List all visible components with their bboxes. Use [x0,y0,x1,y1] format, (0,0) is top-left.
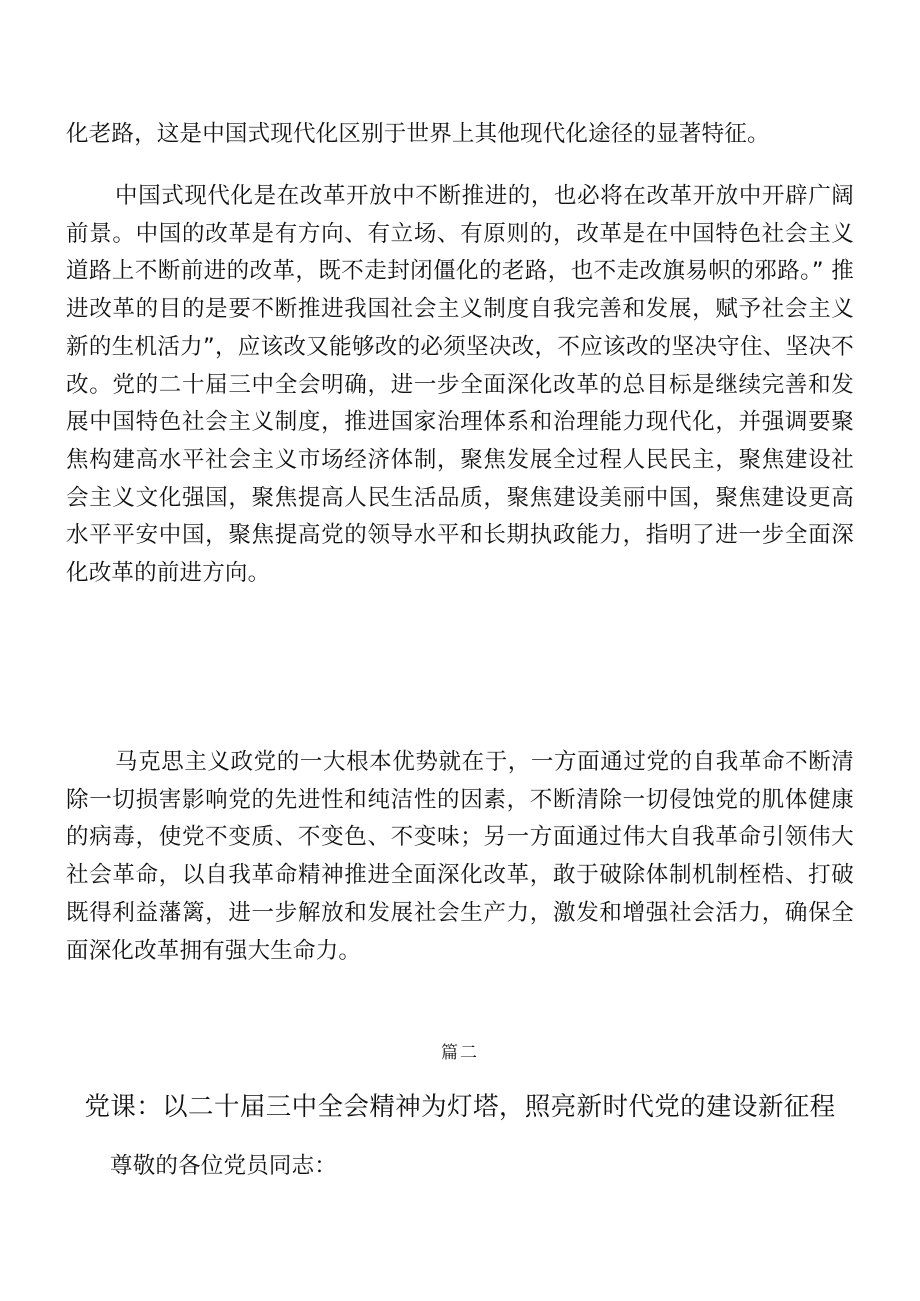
document-title: 党课：以二十届三中全会精神为灯塔，照亮新时代党的建设新征程 [84,1092,836,1122]
paragraph-self-revolution: 马克思主义政党的一大根本优势就在于，一方面通过党的自我革命不断清除一切损害影响党的先进性和纯洁性的因素，不断清除一切侵蚀党的肌体健康的病毒，使党不变质、不变色、不变味；另一方面通过伟大自我革命引领伟大社会革命，以自我革命精神推进全面深化改革，敢于破除体制机制桎梏、打破既得利益藩篱，进一步解放和发展社会生产力，激发和增强社会活力，确保全面深化改革拥有强大生命力。 [66,749,854,964]
paragraph-continued: 化老路，这是中国式现代化区别于世界上其他现代化途径的显著特征。 [66,121,770,147]
paragraph-reform-opening: 中国式现代化是在改革开放中不断推进的，也必将在改革开放中开辟广阔前景。中国的改革是有方向、有立场、有原则的，改革是在中国特色社会主义道路上不断前进的改革，既不走封闭僵化的老路，也不走改旗易帜的邪路。” 推进改革的目的是要不断推进我国社会主义制度自我完善和发展，赋予社会主义新的生机活力”，应该改又能够改的必须坚决改，不应该改的坚决守住、坚决不改。党的二十届三中全会明确，进一步全面深化改革的总目标是继续完善和发展中国特色社会主义制度，推进国家治理体系和治理能力现代化，并强调要聚焦构建高水平社会主义市场经济体制，聚焦发展全过程人民民主，聚焦建设社会主义文化强国，聚焦提高人民生活品质，聚焦建设美丽中国，聚焦建设更高水平平安中国，聚焦提高党的领导水平和长期执政能力，指明了进一步全面深化改革的前进方向。 [66,183,854,587]
salutation: 尊敬的各位党员同志： [110,1153,338,1179]
section-label: 篇二 [441,1043,479,1063]
